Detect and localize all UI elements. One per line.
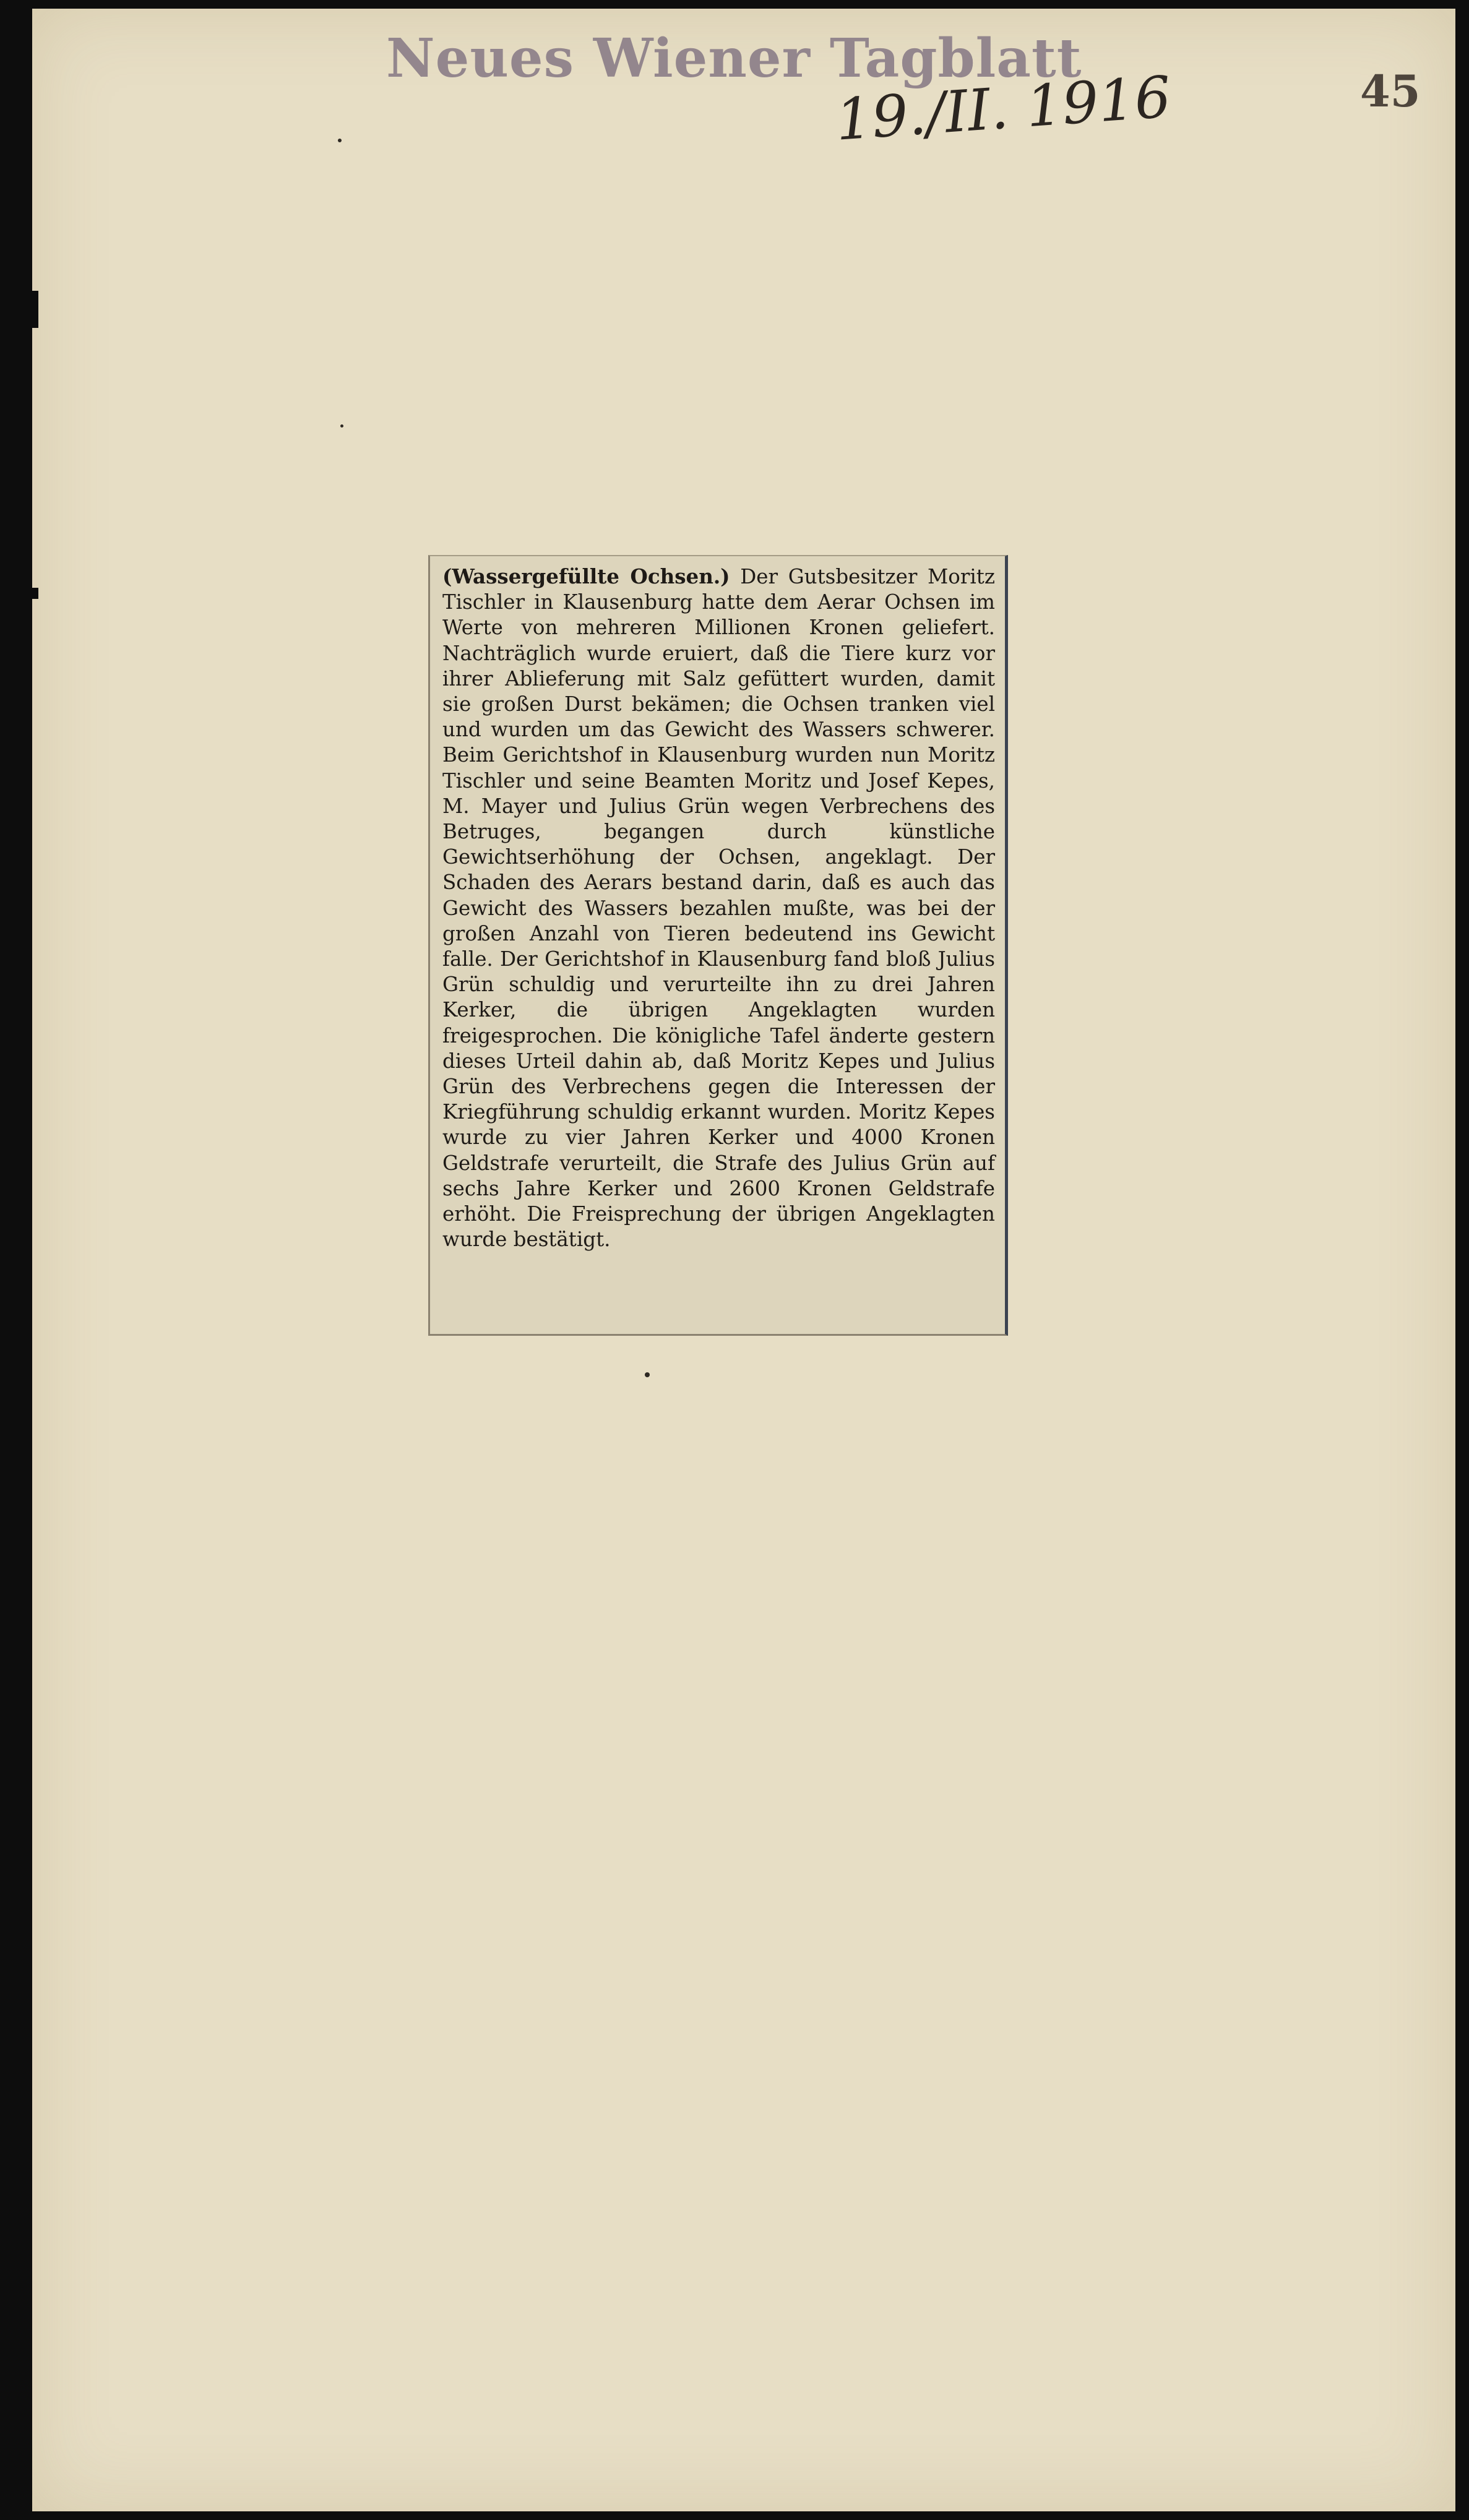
- clipping-article: [442, 564, 995, 1252]
- binding-edge-mark: [28, 291, 38, 328]
- handwritten-date: 19./II. 1916: [833, 64, 1173, 153]
- ink-speck: [645, 1372, 650, 1377]
- clipping-headline: (Wassergefüllte Ochsen.): [442, 564, 730, 588]
- ink-speck: [338, 139, 342, 142]
- binding-edge-mark: [28, 588, 38, 599]
- clipping-body: Der Gutsbesitzer Moritz Tischler in Klausenburg hatte dem Aerar Ochsen im Werte von mehreren Millionen Kronen geliefert. Nachträglich wurde eruiert, daß die Tiere kurz vor ihrer Ablieferung mit Salz gefüttert wurden, damit sie großen Durst bekämen; die Ochsen tranken viel und wurden um das Gewicht des Wassers schwerer. Beim Gerichtshof in Klausenburg wurden nun Moritz Tischler und seine Beamten Moritz und Josef Kepes, M. Mayer und Julius Grün wegen Verbrechens des Betruges, begangen durch künstliche Gewichtserhöhung der Ochsen, angeklagt. Der Schaden des Aerars bestand darin, daß es auch das Gewicht des Wassers bezahlen mußte, was bei der großen Anzahl von Tieren bedeutend ins Gewicht falle. Der Gerichtshof in Klausenburg fand bloß Julius Grün schuldig und verurteilte ihn zu drei Jahren Kerker, die übrigen Angeklagten wurden freigesprochen. Die königliche Tafel änderte gestern dieses Urteil dahin ab, daß Moritz Kepes und Julius Grün des Verbrechens gegen die Interessen der Kriegführung schuldig erkannt wurden. Moritz Kepes wurde zu vier Jahren Kerker und 4000 Kronen Geldstrafe verurteilt, die Strafe des Julius Grün auf sechs Jahre Kerker und 2600 Kronen Geldstrafe erhöht. Die Freisprechung der übrigen Angeklagten wurde bestätigt.: [442, 565, 995, 1252]
- ink-speck: [340, 424, 343, 428]
- newspaper-name-stamp: Neues Wiener Tagblatt: [386, 27, 1082, 90]
- page-number: 45: [1360, 66, 1421, 117]
- newspaper-clipping: [428, 555, 1008, 1336]
- archive-sheet: [32, 9, 1455, 2511]
